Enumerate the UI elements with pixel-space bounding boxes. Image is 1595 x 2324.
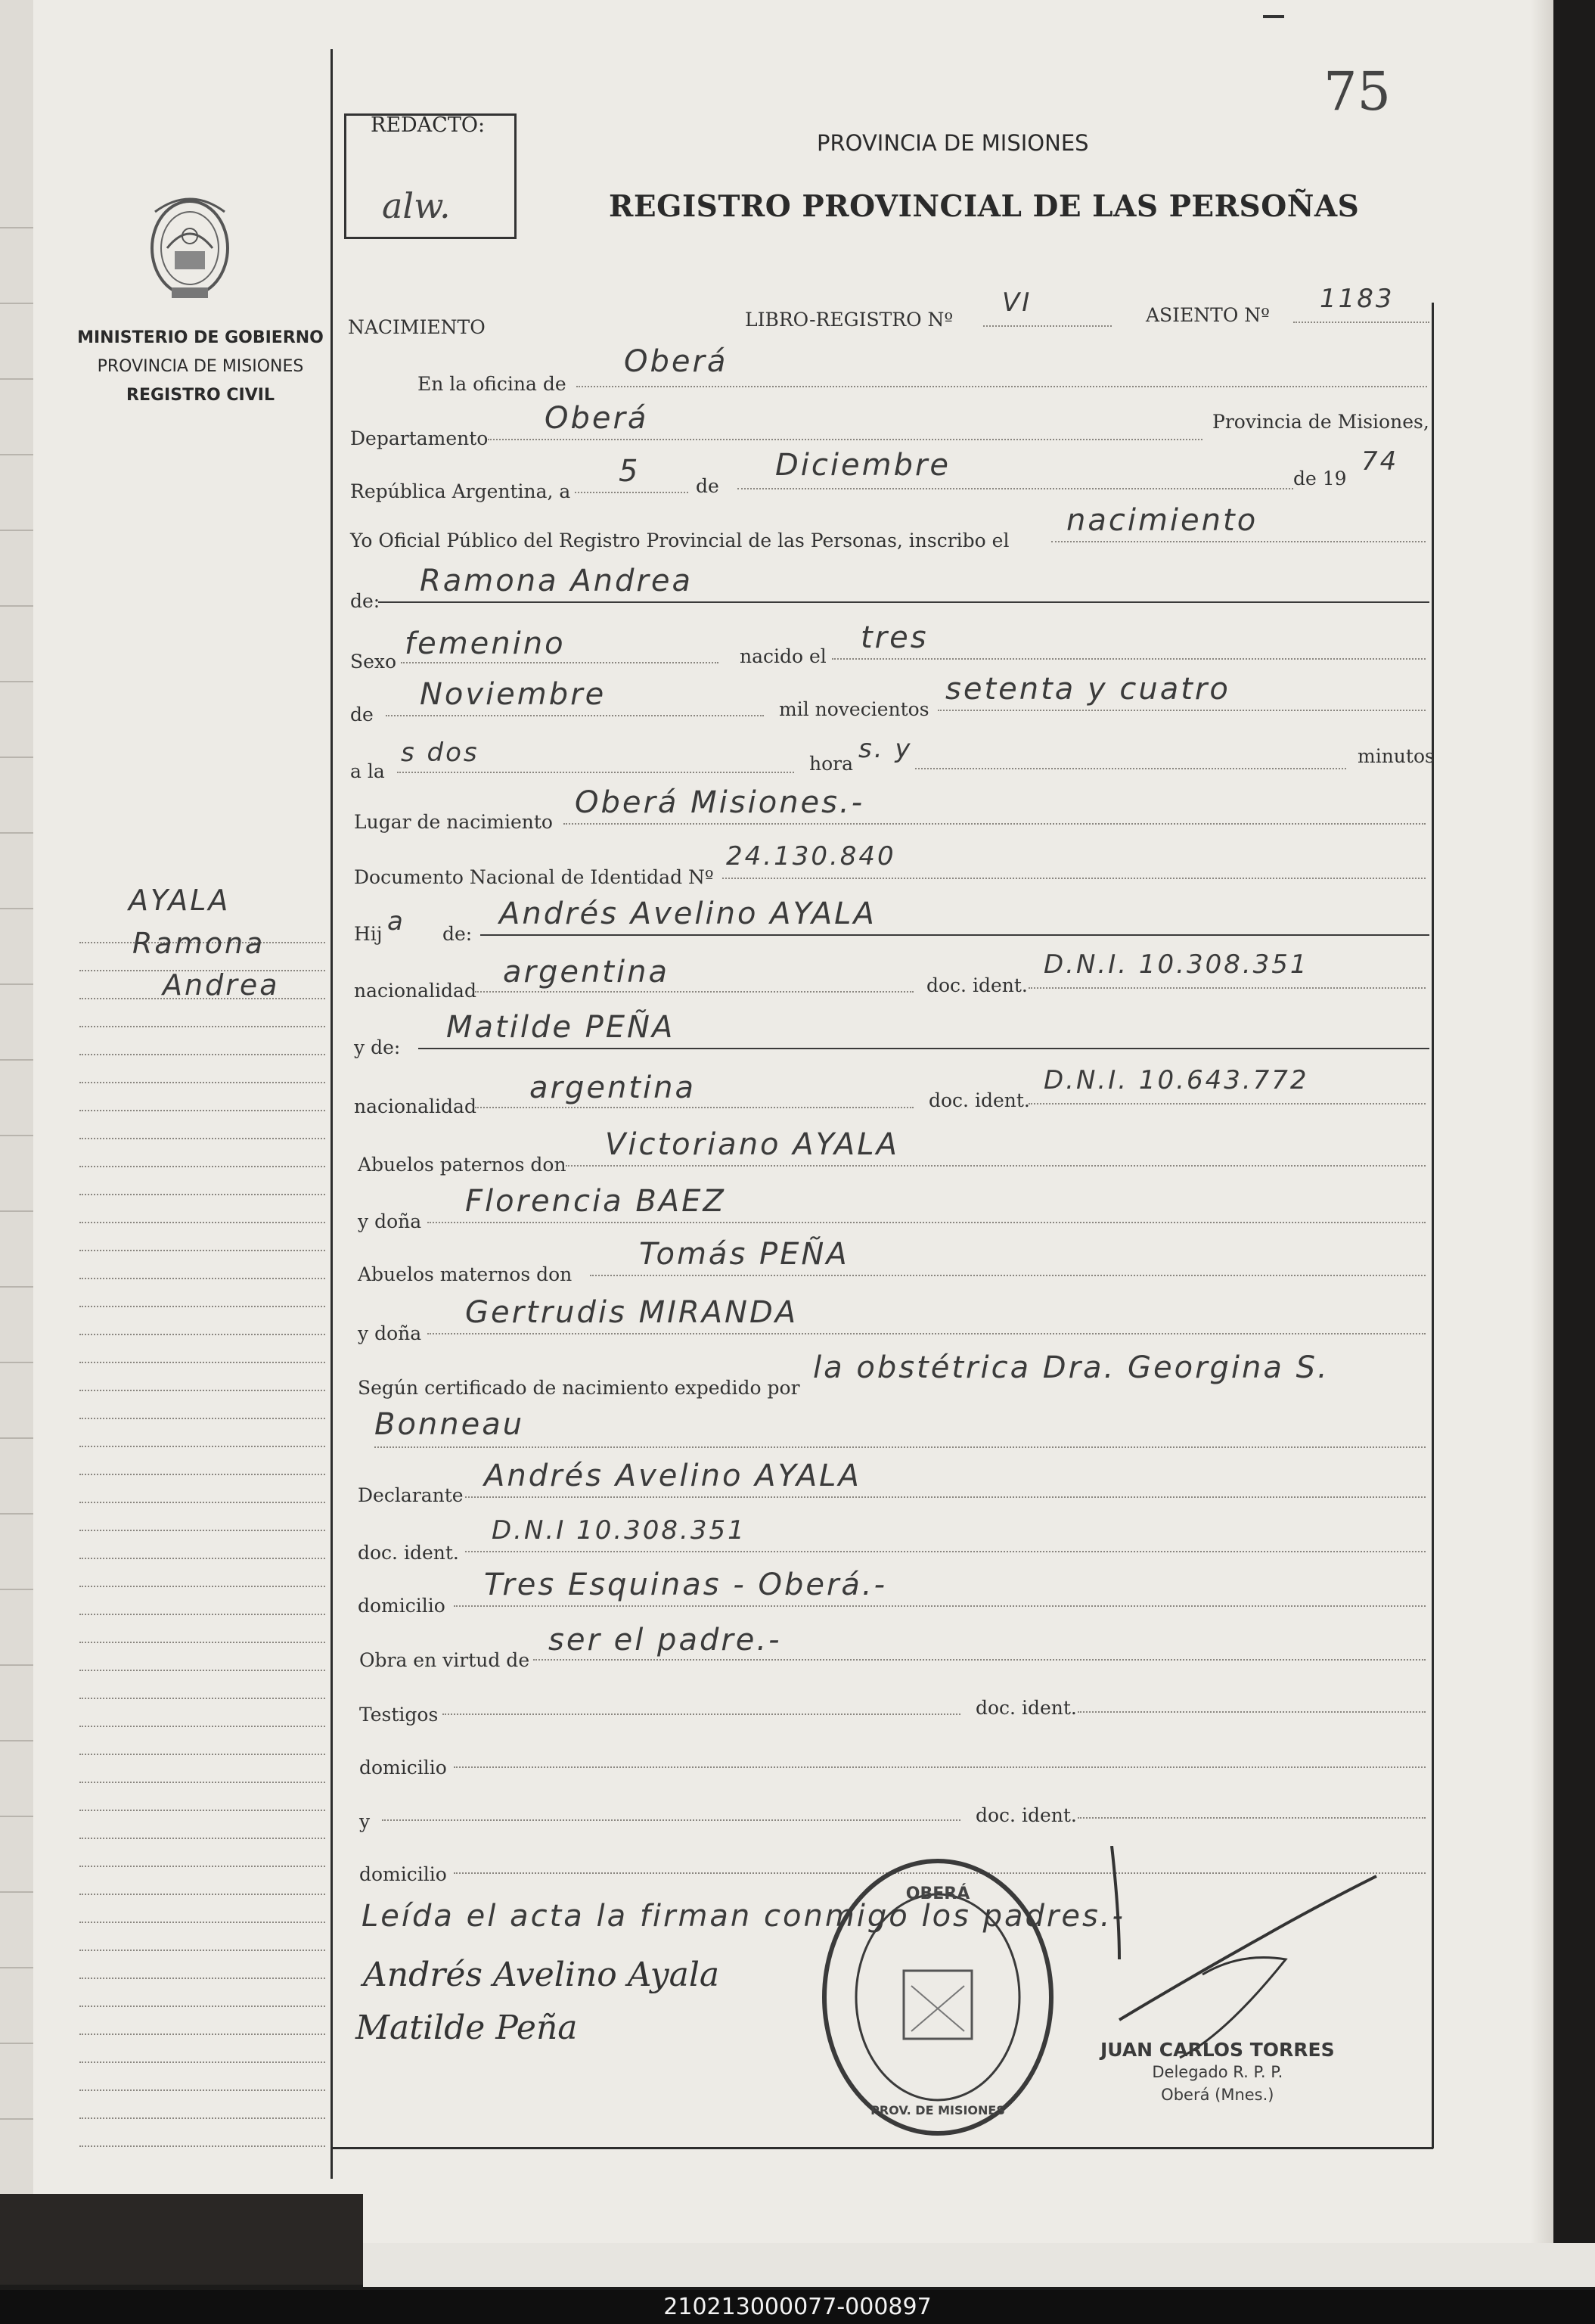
provincia-label: Provincia de Misiones,: [1212, 411, 1429, 433]
hij-label: Hij: [354, 923, 383, 945]
margin-surname: AYALA: [129, 884, 231, 917]
abuelos-maternos-value: Tomás PEÑA: [639, 1237, 849, 1272]
nac-padre-value: argentina: [503, 955, 669, 990]
lugar-value: Oberá Misiones.-: [575, 785, 865, 820]
testigo2-domicilio-label: domicilio: [359, 1863, 447, 1885]
lugar-label: Lugar de nacimiento: [354, 811, 553, 833]
mes-nac-value: Noviembre: [420, 677, 607, 712]
ministry-block: [76, 324, 325, 410]
registry-title: REGISTRO PROVINCIAL DE LAS PERSOÑAS: [609, 189, 1360, 224]
departamento-value: Oberá: [545, 401, 649, 436]
ministry-line3: REGISTRO CIVIL: [126, 386, 275, 405]
republica-label: República Argentina, a: [350, 480, 571, 502]
segun-value-2: Bonneau: [374, 1407, 525, 1442]
domicilio-label: domicilio: [358, 1595, 445, 1617]
nombre-value: Ramona Andrea: [420, 564, 693, 598]
sexo-value: femenino: [405, 626, 566, 661]
facing-page-edge: [0, 0, 35, 2194]
doc-padre-label: doc. ident.: [926, 974, 1028, 996]
nacimiento-label: NACIMIENTO: [348, 316, 486, 338]
hij-de-label: de:: [442, 923, 473, 945]
ala-label: a la: [350, 760, 385, 782]
dia-value: 5: [619, 454, 641, 489]
departamento-label: Departamento: [350, 427, 489, 449]
margin-first-name: Ramona: [132, 927, 265, 960]
corner-mark: [1263, 15, 1284, 18]
yde-label: y de:: [354, 1036, 401, 1058]
svg-text:PROV. DE MISIONES: PROV. DE MISIONES: [870, 2103, 1005, 2117]
hora-label: hora: [809, 753, 854, 775]
oficial-label: Yo Oficial Público del Registro Provincial de las Personas, inscribo el: [350, 530, 1010, 551]
segun-value: la obstétrica Dra. Georgina S.: [813, 1350, 1330, 1385]
redacto-initials: alw.: [382, 185, 451, 226]
official-title: Delegado R. P. P.: [1152, 2063, 1283, 2081]
dni-label: Documento Nacional de Identidad Nº: [354, 866, 714, 888]
libro-label: LIBRO-REGISTRO Nº: [745, 309, 954, 331]
hora-value: s dos: [401, 738, 479, 768]
oficina-label: En la oficina de: [417, 373, 566, 395]
dni-value: 24.130.840: [726, 841, 896, 872]
sexo-label: Sexo: [350, 651, 397, 673]
y-label: y: [359, 1810, 371, 1832]
nac-padre-label: nacionalidad: [354, 980, 476, 1002]
margin-middle-name: Andrea: [163, 968, 280, 1002]
signature-father: Andrés Avelino Ayala: [363, 1956, 720, 1994]
testigos-doc-label: doc. ident.: [976, 1697, 1077, 1719]
hij-suffix: a: [387, 906, 405, 937]
obra-label: Obra en virtud de: [359, 1649, 530, 1671]
mes-value: Diciembre: [775, 448, 951, 483]
ydona-paterna-label: y doña: [358, 1210, 422, 1232]
madre-value: Matilde PEÑA: [446, 1010, 675, 1045]
page-curl-shadow: [1531, 0, 1553, 2243]
declarante-label: Declarante: [358, 1484, 464, 1506]
frame-bottom-line: [330, 2147, 1433, 2149]
province-title: PROVINCIA DE MISIONES: [817, 130, 1089, 156]
abuelos-paternos-label: Abuelos paternos don: [358, 1154, 566, 1176]
nacido-label: nacido el: [740, 645, 827, 667]
svg-text:OBERÁ: OBERÁ: [905, 1884, 970, 1903]
libro-value: VI: [1002, 287, 1032, 318]
nacido-value: tres: [861, 620, 929, 655]
coat-of-arms-icon: [141, 189, 238, 303]
mil-label: mil novecientos: [779, 698, 929, 720]
doc-padre-value: D.N.I. 10.308.351: [1044, 949, 1309, 980]
doc-madre-label: doc. ident.: [929, 1089, 1030, 1111]
dia-de-label: de: [696, 475, 719, 497]
ministry-line1: MINISTERIO DE GOBIERNO: [77, 328, 324, 347]
ministry-line2: PROVINCIA DE MISIONES: [97, 357, 304, 376]
testigo2-doc-label: doc. ident.: [976, 1804, 1077, 1826]
inscribo-value: nacimiento: [1066, 503, 1258, 538]
frame-right-line: [1432, 303, 1434, 2148]
oficina-value: Oberá: [624, 344, 728, 379]
book-gutter: [0, 2194, 363, 2285]
redacto-label: REDACTO:: [371, 113, 486, 137]
obra-value: ser el padre.-: [548, 1623, 782, 1658]
abuela-materna-value: Gertrudis MIRANDA: [465, 1295, 799, 1330]
abuela-paterna-value: Florencia BAEZ: [465, 1184, 726, 1219]
asiento-value: 1183: [1320, 284, 1395, 314]
nac-madre-label: nacionalidad: [354, 1095, 476, 1117]
declarante-doc-label: doc. ident.: [358, 1542, 459, 1564]
doc-madre-value: D.N.I. 10.643.772: [1044, 1065, 1309, 1095]
mes-nac-de-label: de: [350, 704, 374, 725]
signature-mother: Matilde Peña: [355, 2009, 578, 2047]
scan-id-bar: 210213000077-000897: [0, 2290, 1595, 2324]
anio-nac-value: setenta y cuatro: [945, 672, 1230, 707]
anio-prefix: de 19: [1293, 468, 1347, 489]
segun-label: Según certificado de nacimiento expedido por: [358, 1377, 800, 1399]
minutos-pre: s. y: [858, 734, 913, 764]
registry-stamp-icon: [821, 1857, 1055, 2137]
domicilio-value: Tres Esquinas - Oberá.-: [484, 1567, 888, 1602]
declarante-value: Andrés Avelino AYALA: [484, 1459, 861, 1493]
testigos-label: Testigos: [359, 1704, 439, 1726]
de-label: de:: [350, 590, 380, 612]
ydona-materna-label: y doña: [358, 1322, 422, 1344]
official-place: Oberá (Mnes.): [1161, 2086, 1274, 2104]
testigos-domicilio-label: domicilio: [359, 1757, 447, 1779]
official-block: [1100, 2039, 1335, 2106]
page-number: 75: [1323, 61, 1392, 123]
page-bottom-edge: [363, 2243, 1595, 2287]
asiento-label: ASIENTO Nº: [1146, 304, 1270, 326]
frame-left-line: [330, 49, 333, 2179]
abuelos-maternos-label: Abuelos maternos don: [358, 1263, 573, 1285]
minutos-label: minutos: [1358, 745, 1435, 767]
abuelos-paternos-value: Victoriano AYALA: [605, 1127, 899, 1162]
padre-value: Andrés Avelino AYALA: [499, 896, 877, 931]
leida-value: Leída el acta la firman conmigo los padres.-: [362, 1899, 1125, 1934]
nac-madre-value: argentina: [529, 1070, 696, 1105]
official-name: JUAN CARLOS TORRES: [1100, 2039, 1335, 2061]
declarante-doc-value: D.N.I 10.308.351: [492, 1515, 746, 1546]
anio-value: 74: [1361, 446, 1399, 477]
